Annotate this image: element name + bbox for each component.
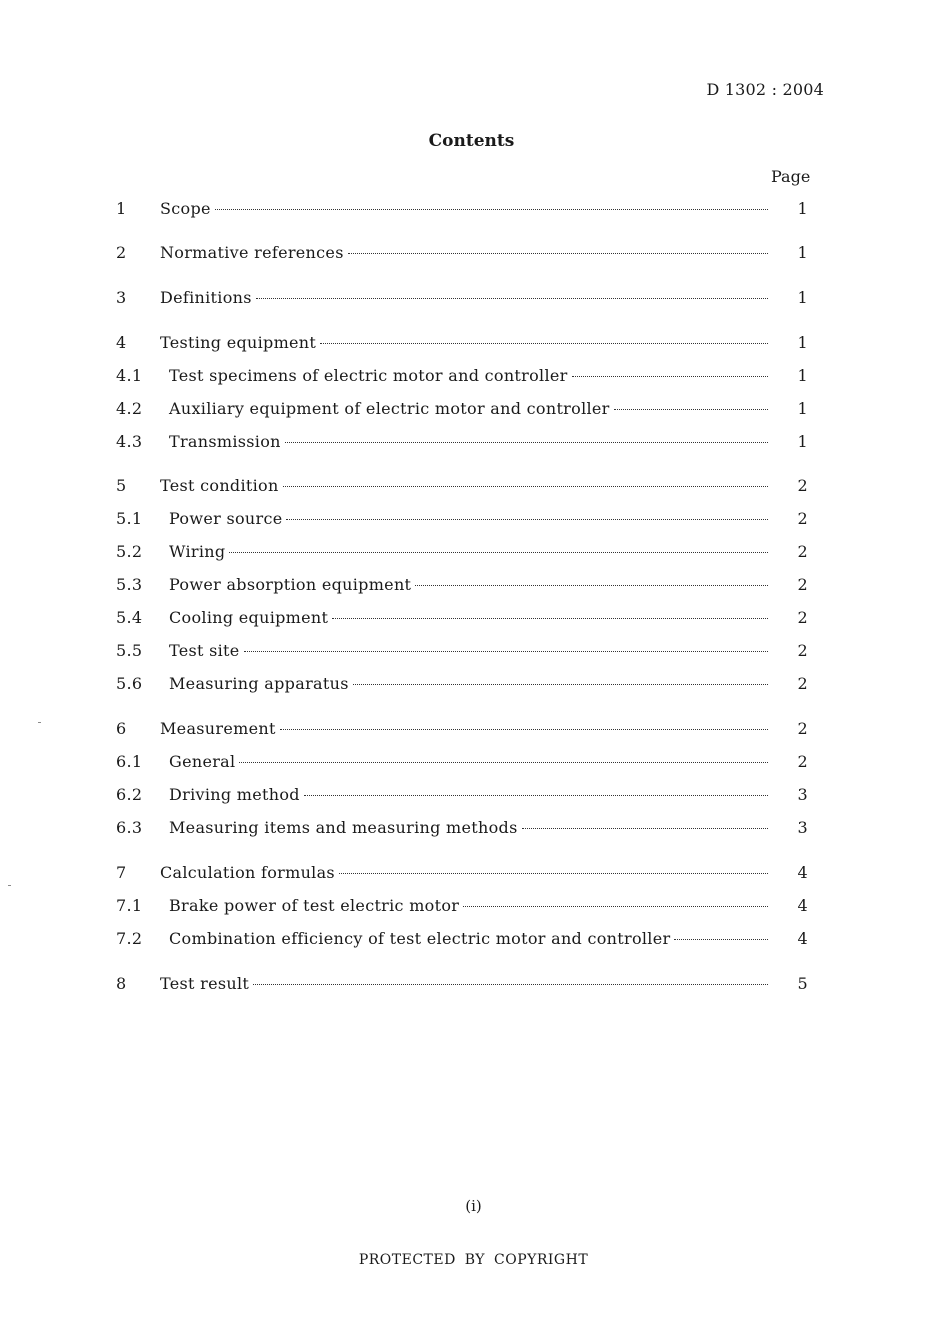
toc-entry-page-number[interactable]: 4 xyxy=(797,863,808,882)
toc-entry-number: 5.6 xyxy=(116,674,143,693)
standard-number: D 1302 : 2004 xyxy=(706,80,824,99)
scan-speck xyxy=(38,722,41,723)
toc-entry-title[interactable]: Wiring xyxy=(169,542,226,561)
toc-entry-title[interactable]: Measurement xyxy=(160,719,276,738)
toc-entry-number: 5.4 xyxy=(116,608,143,627)
dot-leader xyxy=(244,651,768,652)
toc-entry-title[interactable]: Transmission xyxy=(169,432,281,451)
toc-entry-page-number[interactable]: 1 xyxy=(797,399,808,418)
copyright-notice: PROTECTED BY COPYRIGHT xyxy=(358,1252,589,1268)
toc-entry-number: 5 xyxy=(116,476,127,495)
toc-entry-number: 6 xyxy=(116,719,127,738)
dot-leader xyxy=(215,209,768,210)
contents-heading: Contents xyxy=(428,131,515,151)
toc-entry-title[interactable]: Test specimens of electric motor and controller xyxy=(169,366,568,385)
toc-entry-title-group xyxy=(169,399,768,418)
toc-entry-page-number[interactable]: 2 xyxy=(797,608,808,627)
toc-entry-number: 7.1 xyxy=(116,896,143,915)
toc-entry[interactable] xyxy=(0,542,950,564)
page-column-label: Page xyxy=(771,167,811,186)
toc-entry[interactable] xyxy=(0,243,950,265)
dot-leader xyxy=(332,618,768,619)
toc-entry[interactable] xyxy=(0,509,950,531)
toc-entry-page-number[interactable]: 3 xyxy=(797,785,808,804)
toc-entry-title-group xyxy=(169,366,768,385)
toc-entry-title[interactable]: Combination efficiency of test electric motor and controller xyxy=(169,929,671,948)
toc-entry-title[interactable]: Test result xyxy=(160,974,250,993)
toc-entry-page-number[interactable]: 2 xyxy=(797,674,808,693)
toc-entry-title[interactable]: Testing equipment xyxy=(160,333,317,352)
toc-entry[interactable] xyxy=(0,476,950,498)
dot-leader xyxy=(348,253,768,254)
toc-entry[interactable] xyxy=(0,863,950,885)
dot-leader xyxy=(674,939,768,940)
page-folio: (i) xyxy=(465,1197,482,1215)
toc-entry-title[interactable]: Test condition xyxy=(160,476,279,495)
toc-entry[interactable] xyxy=(0,752,950,774)
toc-entry[interactable] xyxy=(0,674,950,696)
toc-entry-title-group xyxy=(169,896,768,915)
dot-leader xyxy=(285,442,768,443)
dot-leader xyxy=(256,298,768,299)
toc-entry-title-group xyxy=(169,785,768,804)
dot-leader xyxy=(320,343,768,344)
toc-entry-title[interactable]: Test site xyxy=(169,641,240,660)
toc-entry-title[interactable]: Auxiliary equipment of electric motor and controller xyxy=(169,399,610,418)
toc-entry[interactable] xyxy=(0,366,950,388)
toc-entry-number: 4 xyxy=(116,333,127,352)
toc-entry-title-group xyxy=(169,542,768,561)
toc-entry-page-number[interactable]: 1 xyxy=(797,432,808,451)
toc-entry-page-number[interactable]: 2 xyxy=(797,719,808,738)
toc-entry[interactable] xyxy=(0,974,950,996)
toc-entry-title[interactable]: Cooling equipment xyxy=(169,608,329,627)
toc-entry-title-group xyxy=(160,476,768,495)
toc-entry-number: 7 xyxy=(116,863,127,882)
toc-entry-title-group xyxy=(169,432,768,451)
toc-entry[interactable] xyxy=(0,432,950,454)
toc-entry-number: 6.3 xyxy=(116,818,143,837)
dot-leader xyxy=(415,585,768,586)
toc-entry-number: 3 xyxy=(116,288,127,307)
toc-entry-page-number[interactable]: 4 xyxy=(797,929,808,948)
toc-entry[interactable] xyxy=(0,288,950,310)
toc-entry[interactable] xyxy=(0,608,950,630)
toc-entry-title-group xyxy=(169,752,768,771)
toc-entry-page-number[interactable]: 1 xyxy=(797,333,808,352)
dot-leader xyxy=(522,828,768,829)
toc-entry-title[interactable]: Driving method xyxy=(169,785,300,804)
toc-entry[interactable] xyxy=(0,896,950,918)
toc-entry-title-group xyxy=(169,641,768,660)
toc-entry-title[interactable]: Power absorption equipment xyxy=(169,575,412,594)
toc-entry-title[interactable]: General xyxy=(169,752,236,771)
toc-entry[interactable] xyxy=(0,818,950,840)
toc-entry[interactable] xyxy=(0,785,950,807)
toc-entry-page-number[interactable]: 2 xyxy=(797,542,808,561)
dot-leader xyxy=(253,984,768,985)
toc-entry-number: 6.1 xyxy=(116,752,143,771)
toc-entry-number: 5.1 xyxy=(116,509,143,528)
dot-leader xyxy=(353,684,768,685)
scan-speck xyxy=(8,885,11,886)
toc-entry-title[interactable]: Measuring items and measuring methods xyxy=(169,818,518,837)
dot-leader xyxy=(463,906,768,907)
toc-entry-number: 4.1 xyxy=(116,366,143,385)
toc-entry-title[interactable]: Scope xyxy=(160,199,211,218)
dot-leader xyxy=(283,486,768,487)
toc-entry-page-number[interactable]: 2 xyxy=(797,752,808,771)
toc-entry-page-number[interactable]: 3 xyxy=(797,818,808,837)
toc-entry-page-number[interactable]: 2 xyxy=(797,476,808,495)
dot-leader xyxy=(614,409,768,410)
toc-entry-title-group xyxy=(160,288,768,307)
dot-leader xyxy=(229,552,768,553)
toc-entry-number: 5.3 xyxy=(116,575,143,594)
dot-leader xyxy=(286,519,768,520)
toc-entry-title-group xyxy=(169,674,768,693)
toc-entry-title[interactable]: Definitions xyxy=(160,288,252,307)
toc-entry-title[interactable]: Normative references xyxy=(160,243,344,262)
toc-entry-page-number[interactable]: 2 xyxy=(797,641,808,660)
toc-entry-page-number[interactable]: 1 xyxy=(797,243,808,262)
toc-entry-title-group xyxy=(169,929,768,948)
toc-entry[interactable] xyxy=(0,575,950,597)
toc-entry[interactable] xyxy=(0,399,950,421)
toc-entry[interactable] xyxy=(0,929,950,951)
toc-entry-title-group xyxy=(169,818,768,837)
toc-entry-number: 1 xyxy=(116,199,127,218)
toc-entry-page-number[interactable]: 2 xyxy=(797,509,808,528)
toc-entry-title-group xyxy=(169,608,768,627)
toc-entry-title-group xyxy=(160,199,768,218)
toc-entry-number: 6.2 xyxy=(116,785,143,804)
dot-leader xyxy=(304,795,768,796)
toc-entry-page-number[interactable]: 2 xyxy=(797,575,808,594)
toc-entry-title-group xyxy=(160,719,768,738)
dot-leader xyxy=(572,376,768,377)
toc-entry-title-group xyxy=(169,509,768,528)
toc-entry-title-group xyxy=(169,575,768,594)
toc-entry-page-number[interactable]: 5 xyxy=(797,974,808,993)
toc-entry[interactable] xyxy=(0,641,950,663)
toc-entry-title-group xyxy=(160,974,768,993)
toc-entry-page-number[interactable]: 4 xyxy=(797,896,808,915)
toc-entry-number: 4.2 xyxy=(116,399,143,418)
toc-entry-title-group xyxy=(160,243,768,262)
toc-entry-title[interactable]: Calculation formulas xyxy=(160,863,335,882)
toc-entry-title-group xyxy=(160,863,768,882)
toc-entry-title[interactable]: Brake power of test electric motor xyxy=(169,896,460,915)
toc-entry-number: 5.2 xyxy=(116,542,143,561)
toc-entry-number: 7.2 xyxy=(116,929,143,948)
toc-entry-title[interactable]: Measuring apparatus xyxy=(169,674,349,693)
toc-entry-number: 5.5 xyxy=(116,641,143,660)
toc-entry-page-number[interactable]: 1 xyxy=(797,199,808,218)
toc-entry-title-group xyxy=(160,333,768,352)
toc-entry[interactable] xyxy=(0,199,950,221)
dot-leader xyxy=(280,729,768,730)
toc-entry-number: 8 xyxy=(116,974,127,993)
toc-entry[interactable] xyxy=(0,333,950,355)
toc-entry[interactable] xyxy=(0,719,950,741)
toc-entry-title[interactable]: Power source xyxy=(169,509,283,528)
toc-entry-page-number[interactable]: 1 xyxy=(797,366,808,385)
toc-entry-number: 2 xyxy=(116,243,127,262)
toc-entry-number: 4.3 xyxy=(116,432,143,451)
dot-leader xyxy=(239,762,768,763)
dot-leader xyxy=(339,873,768,874)
toc-entry-page-number[interactable]: 1 xyxy=(797,288,808,307)
